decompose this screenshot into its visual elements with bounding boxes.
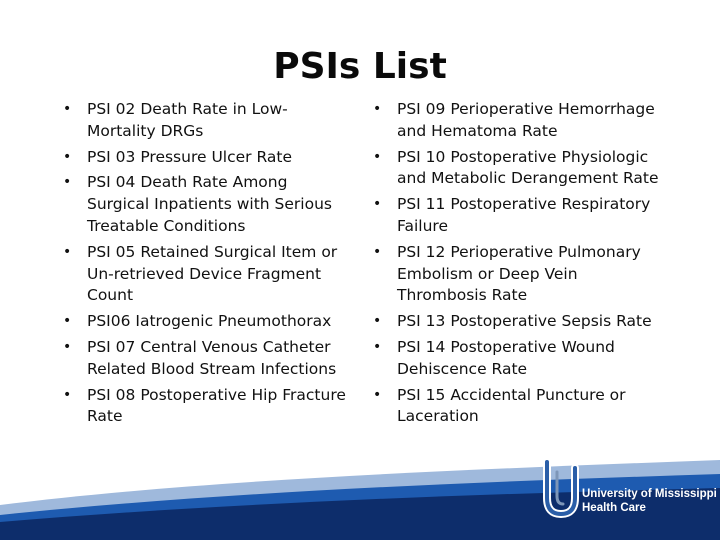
list-item: • PSI 10 Postoperative Physiologic and Metabolic Derangement Rate	[367, 147, 667, 191]
list-item: • PSI 05 Retained Surgical Item or Un-retrieved Device Fragment Count	[57, 242, 353, 307]
list-item: • PSI 03 Pressure Ulcer Rate	[57, 147, 353, 169]
list-item: • PSI06 Iatrogenic Pneumothorax	[57, 311, 353, 333]
left-bullet-list	[57, 99, 353, 432]
list-item: • PSI 11 Postoperative Respiratory Failure	[367, 194, 667, 238]
umm-logo-icon	[535, 458, 581, 522]
right-bullet-list	[367, 99, 667, 432]
list-item: • PSI 12 Perioperative Pulmonary Embolism or Deep Vein Thrombosis Rate	[367, 242, 667, 307]
logo-line-2: Health Care	[582, 502, 646, 514]
list-item: • PSI 14 Postoperative Wound Dehiscence Rate	[367, 337, 667, 381]
list-item: • PSI 02 Death Rate in Low-Mortality DRGs	[57, 99, 353, 143]
university-logo-text	[582, 487, 717, 515]
list-item: • PSI 15 Accidental Puncture or Laceration	[367, 385, 667, 429]
slide-title: PSIs List	[273, 46, 447, 87]
list-item: • PSI 13 Postoperative Sepsis Rate	[367, 311, 667, 333]
list-item: • PSI 09 Perioperative Hemorrhage and Hematoma Rate	[367, 99, 667, 143]
list-item: • PSI 04 Death Rate Among Surgical Inpatients with Serious Treatable Conditions	[57, 172, 353, 237]
list-item: • PSI 08 Postoperative Hip Fracture Rate	[57, 385, 353, 429]
logo-line-1: University of Mississippi	[582, 488, 717, 500]
list-item: • PSI 07 Central Venous Catheter Related Blood Stream Infections	[57, 337, 353, 381]
